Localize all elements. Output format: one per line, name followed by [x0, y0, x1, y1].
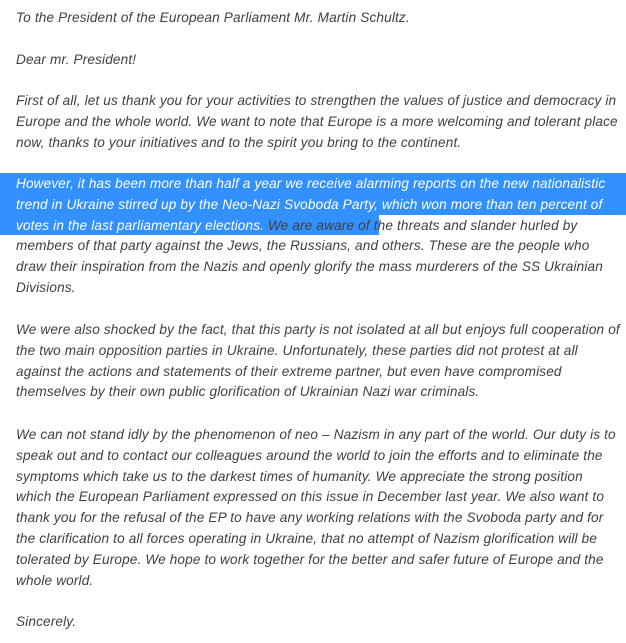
selected-text[interactable]: However, it has been more than half a year we receive alarming reports on the new nationalistic trend in Ukraine stirred up by the Neo-Nazi Svoboda Party, which won more than ten percent of votes in the last parliamentary elections.	[16, 176, 606, 233]
letter-greeting: Dear mr. President!	[16, 52, 137, 67]
paragraph-svoboda-rest: We are aware of the threats and slander hurled by members of that party against the Jews, the Russians, and others. These are the people who draw their inspiration from the Nazis and openly glorify the mass murderers of the SS Ukrainian Divisions.	[16, 217, 603, 295]
paragraph-opposition: We were also shocked by the fact, that this party is not isolated at all but enjoys full cooperation of the two main opposition parties in Ukraine. Unfortunately, these parties did not protest at all against the actions and statements of their extreme partner, but even have compromised themselves by their own public glorification of Ukrainian Nazi war criminals.	[16, 322, 620, 400]
paragraph-svoboda[interactable]	[16, 174, 620, 299]
letter-closing: Sincerely.	[16, 614, 77, 629]
letter-addressee: To the President of the European Parliament Mr. Martin Schultz.	[16, 10, 410, 25]
paragraph-duty: We can not stand idly by the phenomenon of neo – Nazism in any part of the world. Our duty is to speak out and to contact our colleagues around the world to join the efforts and to eliminate the symptoms which take us to the darkest times of humanity. We appreciate the strong position which the European Parliament expressed on this issue in December last year. We also want to thank you for the refusal of the EP to have any working relations with the Svoboda party and for the clarification to all forces operating in Ukraine, that no attempt of Nazism glorification will be tolerated by Europe. We hope to work together for the better and safer future of Europe and the whole world.	[16, 427, 616, 588]
paragraph-thanks: First of all, let us thank you for your activities to strengthen the values of justice and democracy in Europe and the whole world. We want to note that Europe is a more welcoming and tolerant place now, thanks to your initiatives and to the spirit you bring to the continent.	[16, 93, 618, 150]
